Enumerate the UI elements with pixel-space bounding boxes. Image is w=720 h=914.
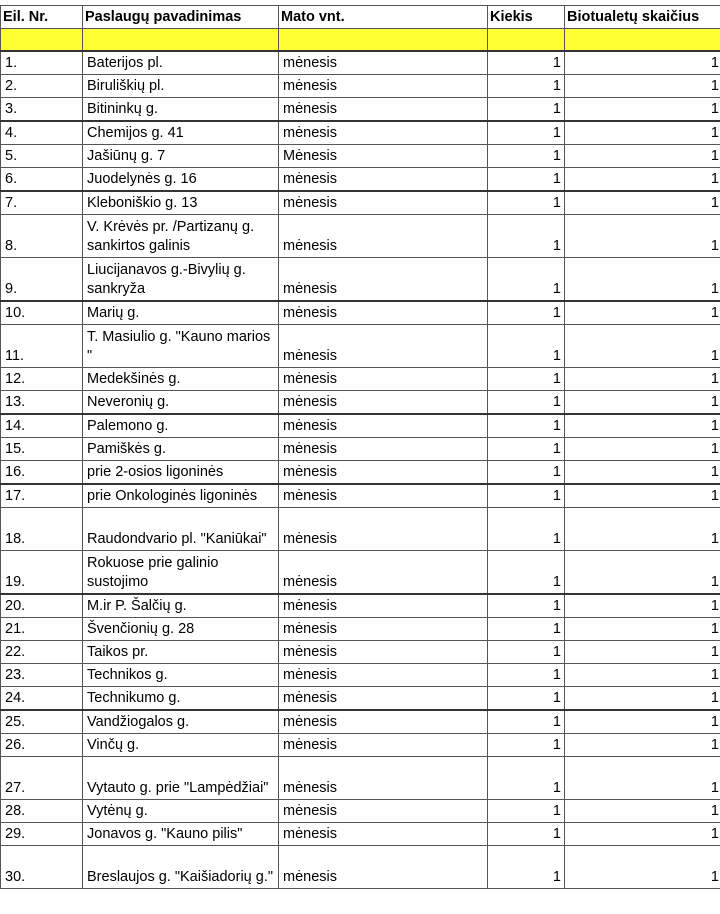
service-name: Jašiūnų g. 7: [83, 145, 279, 168]
table-row: [1, 391, 720, 415]
unit: Mėnesis: [279, 145, 488, 168]
row-number: 7.: [1, 191, 83, 215]
service-name: Technikumo g.: [83, 687, 279, 711]
quantity: 1: [488, 391, 565, 415]
unit: mėnesis: [279, 551, 488, 595]
row-number: 26.: [1, 734, 83, 757]
header-nr: Eil. Nr.: [1, 6, 83, 29]
unit: mėnesis: [279, 846, 488, 889]
header-toilet-count: Biotualetų skaičius: [565, 6, 720, 29]
row-number: 4.: [1, 121, 83, 145]
table-row: [1, 594, 720, 618]
quantity: 1: [488, 75, 565, 98]
toilet-count: 1: [565, 461, 720, 485]
service-name: Rokuose prie galinio sustojimo: [83, 551, 279, 595]
quantity: 1: [488, 168, 565, 192]
unit: mėnesis: [279, 301, 488, 325]
quantity: 1: [488, 800, 565, 823]
header-service-name: Paslaugų pavadinimas: [83, 6, 279, 29]
table-row: [1, 687, 720, 711]
service-name: prie Onkologinės ligoninės: [83, 484, 279, 508]
row-number: 15.: [1, 438, 83, 461]
row-number: 24.: [1, 687, 83, 711]
unit: mėnesis: [279, 168, 488, 192]
toilet-count: 1: [565, 215, 720, 258]
row-number: 17.: [1, 484, 83, 508]
unit: mėnesis: [279, 823, 488, 846]
service-name: Bitininkų g.: [83, 98, 279, 122]
quantity: 1: [488, 734, 565, 757]
unit: mėnesis: [279, 710, 488, 734]
toilet-count: 1: [565, 145, 720, 168]
toilet-count: 1: [565, 641, 720, 664]
service-name: prie 2-osios ligoninės: [83, 461, 279, 485]
row-number: 13.: [1, 391, 83, 415]
row-number: 12.: [1, 368, 83, 391]
service-name: Juodelynės g. 16: [83, 168, 279, 192]
service-name: Vytauto g. prie "Lampėdžiai": [83, 757, 279, 800]
row-number: 28.: [1, 800, 83, 823]
unit: mėnesis: [279, 734, 488, 757]
unit: mėnesis: [279, 368, 488, 391]
service-name: Baterijos pl.: [83, 51, 279, 75]
table-row: [1, 618, 720, 641]
service-name: Raudondvario pl. "Kaniūkai": [83, 508, 279, 551]
unit: mėnesis: [279, 325, 488, 368]
quantity: 1: [488, 508, 565, 551]
toilet-count: 1: [565, 98, 720, 122]
unit: mėnesis: [279, 414, 488, 438]
table-row: [1, 734, 720, 757]
row-number: 9.: [1, 258, 83, 302]
table-row: [1, 757, 720, 800]
service-name: Liucijanavos g.-Bivylių g. sankryža: [83, 258, 279, 302]
toilet-count: 1: [565, 664, 720, 687]
row-number: 21.: [1, 618, 83, 641]
header-row: [1, 6, 720, 29]
table-row: [1, 710, 720, 734]
service-name: Švenčionių g. 28: [83, 618, 279, 641]
service-name: Vytėnų g.: [83, 800, 279, 823]
quantity: 1: [488, 145, 565, 168]
unit: mėnesis: [279, 215, 488, 258]
row-number: 22.: [1, 641, 83, 664]
quantity: 1: [488, 551, 565, 595]
table-row: [1, 51, 720, 75]
toilet-count: 1: [565, 484, 720, 508]
service-name: Technikos g.: [83, 664, 279, 687]
row-number: 27.: [1, 757, 83, 800]
toilet-count: 1: [565, 301, 720, 325]
row-number: 14.: [1, 414, 83, 438]
toilet-count: 1: [565, 438, 720, 461]
unit: mėnesis: [279, 800, 488, 823]
toilet-count: 1: [565, 551, 720, 595]
row-number: 20.: [1, 594, 83, 618]
quantity: 1: [488, 121, 565, 145]
quantity: 1: [488, 301, 565, 325]
quantity: 1: [488, 414, 565, 438]
quantity: 1: [488, 325, 565, 368]
service-name: Palemono g.: [83, 414, 279, 438]
table-row: [1, 168, 720, 192]
header-quantity: Kiekis: [488, 6, 565, 29]
toilet-count: 1: [565, 734, 720, 757]
table-row: [1, 846, 720, 889]
unit: mėnesis: [279, 484, 488, 508]
toilet-count: 1: [565, 800, 720, 823]
quantity: 1: [488, 368, 565, 391]
quantity: 1: [488, 258, 565, 302]
service-name: Medekšinės g.: [83, 368, 279, 391]
table-row: [1, 664, 720, 687]
services-table: [0, 5, 720, 889]
quantity: 1: [488, 191, 565, 215]
row-number: 5.: [1, 145, 83, 168]
row-number: 30.: [1, 846, 83, 889]
toilet-count: 1: [565, 508, 720, 551]
quantity: 1: [488, 51, 565, 75]
unit: mėnesis: [279, 618, 488, 641]
toilet-count: 1: [565, 51, 720, 75]
quantity: 1: [488, 687, 565, 711]
toilet-count: 1: [565, 710, 720, 734]
row-number: 19.: [1, 551, 83, 595]
service-name: V. Krėvės pr. /Partizanų g. sankirtos galinis: [83, 215, 279, 258]
quantity: 1: [488, 215, 565, 258]
table-row: [1, 258, 720, 302]
row-number: 29.: [1, 823, 83, 846]
row-number: 1.: [1, 51, 83, 75]
quantity: 1: [488, 461, 565, 485]
quantity: 1: [488, 710, 565, 734]
table-row: [1, 551, 720, 595]
quantity: 1: [488, 846, 565, 889]
service-name: Biruliškių pl.: [83, 75, 279, 98]
service-name: Neveronių g.: [83, 391, 279, 415]
quantity: 1: [488, 594, 565, 618]
service-name: Kleboniškio g. 13: [83, 191, 279, 215]
table-row: [1, 98, 720, 122]
quantity: 1: [488, 438, 565, 461]
service-name: Marių g.: [83, 301, 279, 325]
row-number: 10.: [1, 301, 83, 325]
quantity: 1: [488, 823, 565, 846]
unit: mėnesis: [279, 121, 488, 145]
toilet-count: 1: [565, 414, 720, 438]
table-row: [1, 368, 720, 391]
unit: mėnesis: [279, 438, 488, 461]
table-row: [1, 484, 720, 508]
toilet-count: 1: [565, 325, 720, 368]
service-name: Taikos pr.: [83, 641, 279, 664]
service-name: Jonavos g. "Kauno pilis": [83, 823, 279, 846]
service-name: Vandžiogalos g.: [83, 710, 279, 734]
row-number: 6.: [1, 168, 83, 192]
table-row: [1, 461, 720, 485]
toilet-count: 1: [565, 258, 720, 302]
quantity: 1: [488, 484, 565, 508]
row-number: 18.: [1, 508, 83, 551]
unit: mėnesis: [279, 75, 488, 98]
unit: mėnesis: [279, 664, 488, 687]
service-name: M.ir P. Šalčių g.: [83, 594, 279, 618]
quantity: 1: [488, 664, 565, 687]
toilet-count: 1: [565, 757, 720, 800]
row-number: 25.: [1, 710, 83, 734]
table-row: [1, 325, 720, 368]
row-number: 3.: [1, 98, 83, 122]
quantity: 1: [488, 618, 565, 641]
table-row: [1, 438, 720, 461]
table-row: [1, 145, 720, 168]
unit: mėnesis: [279, 461, 488, 485]
toilet-count: 1: [565, 594, 720, 618]
toilet-count: 1: [565, 391, 720, 415]
quantity: 1: [488, 757, 565, 800]
table-row: [1, 301, 720, 325]
service-name: Chemijos g. 41: [83, 121, 279, 145]
service-name: T. Masiulio g. "Kauno marios ": [83, 325, 279, 368]
row-number: 16.: [1, 461, 83, 485]
quantity: 1: [488, 641, 565, 664]
highlight-row: [1, 29, 720, 52]
table-row: [1, 191, 720, 215]
unit: mėnesis: [279, 594, 488, 618]
table-row: [1, 800, 720, 823]
toilet-count: 1: [565, 687, 720, 711]
unit: mėnesis: [279, 51, 488, 75]
table-row: [1, 414, 720, 438]
toilet-count: 1: [565, 121, 720, 145]
service-name: Pamiškės g.: [83, 438, 279, 461]
table-row: [1, 215, 720, 258]
toilet-count: 1: [565, 368, 720, 391]
unit: mėnesis: [279, 391, 488, 415]
unit: mėnesis: [279, 508, 488, 551]
table-row: [1, 121, 720, 145]
toilet-count: 1: [565, 191, 720, 215]
unit: mėnesis: [279, 641, 488, 664]
service-name: Breslaujos g. "Kaišiadorių g.": [83, 846, 279, 889]
toilet-count: 1: [565, 846, 720, 889]
row-number: 11.: [1, 325, 83, 368]
toilet-count: 1: [565, 823, 720, 846]
unit: mėnesis: [279, 687, 488, 711]
unit: mėnesis: [279, 98, 488, 122]
row-number: 8.: [1, 215, 83, 258]
toilet-count: 1: [565, 618, 720, 641]
table-row: [1, 75, 720, 98]
row-number: 2.: [1, 75, 83, 98]
toilet-count: 1: [565, 168, 720, 192]
toilet-count: 1: [565, 75, 720, 98]
quantity: 1: [488, 98, 565, 122]
unit: mėnesis: [279, 258, 488, 302]
table-row: [1, 508, 720, 551]
table-row: [1, 641, 720, 664]
row-number: 23.: [1, 664, 83, 687]
service-name: Vinčų g.: [83, 734, 279, 757]
unit: mėnesis: [279, 757, 488, 800]
table-row: [1, 823, 720, 846]
header-unit: Mato vnt.: [279, 6, 488, 29]
unit: mėnesis: [279, 191, 488, 215]
